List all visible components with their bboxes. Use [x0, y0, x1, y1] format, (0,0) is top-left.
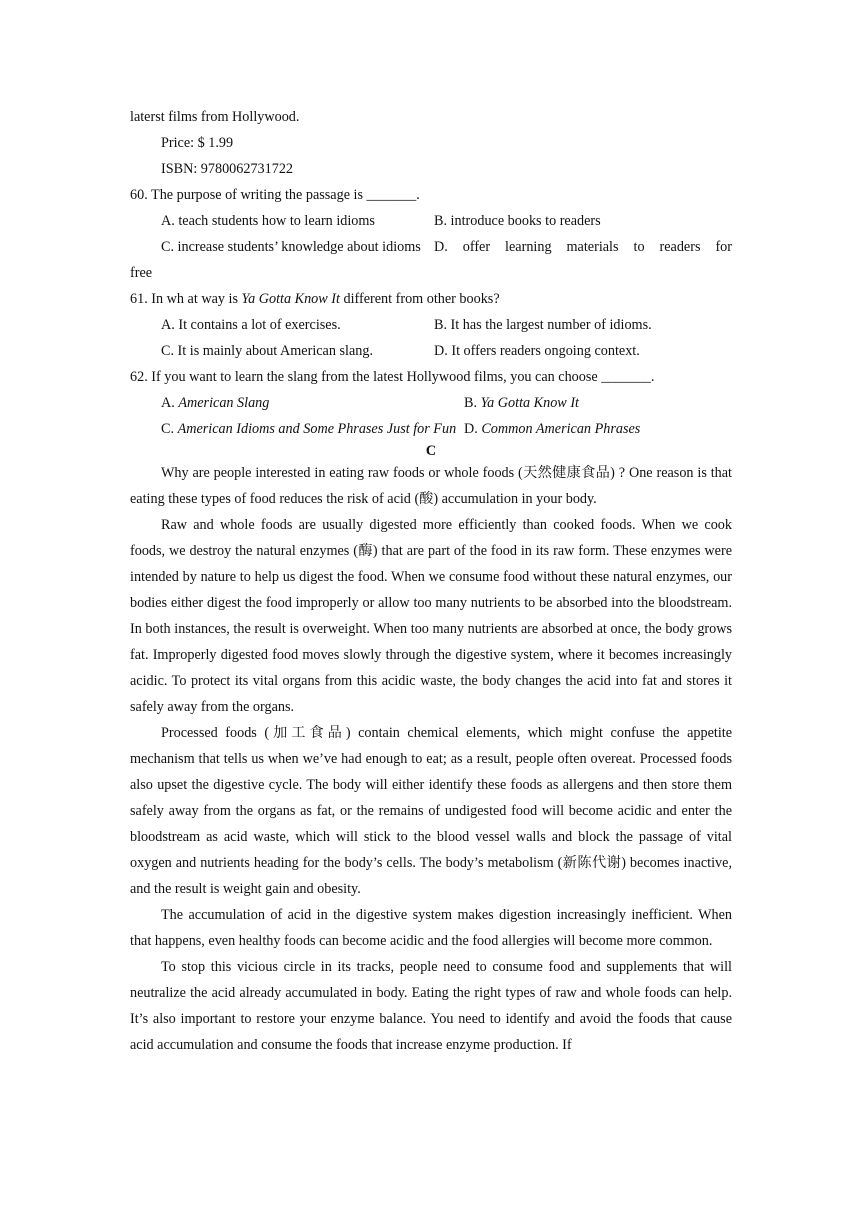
question-62-options-row-2 [130, 416, 732, 442]
question-62-option-b [464, 390, 579, 416]
question-61-stem-title: Ya Gotta Know It [241, 291, 340, 307]
exam-page [130, 104, 732, 1058]
question-60-option-a: A. teach students how to learn idioms [161, 213, 375, 229]
question-61-stem-post: different from other books? [339, 291, 500, 307]
question-61-options-row-1 [130, 312, 732, 338]
intro-tail: laterst films from Hollywood. [130, 109, 300, 125]
book-price: Price: $ 1.99 [161, 135, 234, 151]
question-61-stem [130, 286, 732, 312]
question-60-option-d-continuation: free [130, 265, 153, 281]
question-60-options-row-1 [130, 208, 732, 234]
question-60-option-b: B. introduce books to readers [434, 213, 601, 229]
section-label: C [425, 443, 437, 459]
question-62-option-c-title: American Idioms and Some Phrases Just for Fun [177, 421, 457, 437]
question-62-stem: 62. If you want to learn the slang from the latest Hollywood films, you can choose _______. [130, 369, 655, 385]
question-62-option-d [464, 416, 640, 442]
question-62-option-a-title: American Slang [178, 395, 270, 411]
question-60-option-d-wrap [434, 234, 732, 260]
question-61-options-row-2 [130, 338, 732, 364]
question-60-options-row-2 [130, 234, 732, 260]
question-60-option-c: C. increase students’ knowledge about idioms [161, 239, 421, 255]
book-isbn: ISBN: 9780062731722 [161, 161, 294, 177]
passage-paragraph-3: Processed foods (加工食品) contain chemical elements, which might confuse the appetite mechanism that tells us when we’ve had enough to eat; as a result, people often overeat. Processed foods also upset the digestive cycle. The body will either identify these foods as allergens and then store them safely away from the organs as fat, or the remains of undigested food will become acidic and enter the bloodstream as acid waste, which will stick to the blood vessel walls and block the passage of vital oxygen and nutrients heading for the body’s cells. The body’s metabolism (新陈代谢) becomes inactive, and the result is weight gain and obesity. [130, 725, 732, 897]
passage-paragraph-2: Raw and whole foods are usually digested more efficiently than cooked foods. When we cook foods, we destroy the natural enzymes (酶) that are part of the food in its raw form. These enzymes were intended by nature to help us digest the food. When we consume food without these natural enzymes, our bodies either digest the food improperly or allow too many nutrients to be absorbed into the bloodstream. In both instances, the result is overweight. When too many nutrients are absorbed at once, the body grows fat. Improperly digested food moves slowly through the digestive system, where it becomes increasingly acidic. To protect its vital organs from this acidic waste, the body changes the acid into fat and stores it safely away from the organs. [130, 517, 732, 715]
question-62-option-a [130, 390, 464, 416]
question-62-option-a-letter: A. [161, 395, 179, 411]
question-60-option-d: D. offer learning materials to readers for [434, 239, 732, 255]
passage-paragraph-4: The accumulation of acid in the digestive system makes digestion increasingly inefficient. When that happens, even healthy foods can become acidic and the food allergies will become more common. [130, 907, 732, 949]
passage-paragraph-1: Why are people interested in eating raw foods or whole foods (天然健康食品) ? One reason is that eating these types of food reduces the risk of acid (酸) accumulation in your body. [130, 465, 732, 507]
question-61-option-b: B. It has the largest number of idioms. [434, 317, 652, 333]
question-61-option-c: C. It is mainly about American slang. [161, 343, 373, 359]
question-62-option-b-title: Ya Gotta Know It [480, 395, 579, 411]
question-61-option-a: A. It contains a lot of exercises. [161, 317, 341, 333]
question-61-stem-pre: 61. In wh at way is [130, 291, 242, 307]
question-62-option-c [130, 416, 464, 442]
passage-paragraph-5: To stop this vicious circle in its tracks, people need to consume food and supplements that will neutralize the acid already accumulated in body. Eating the right types of raw and whole foods can help. It’s also important to restore your enzyme balance. You need to identify and avoid the foods that cause acid accumulation and consume the foods that increase enzyme production. If [130, 959, 732, 1053]
question-62-option-b-letter: B. [464, 395, 481, 411]
question-62-option-c-letter: C. [161, 421, 178, 437]
question-62-option-d-title: Common American Phrases [481, 421, 641, 437]
question-62-options-row-1 [130, 390, 732, 416]
question-61-option-d: D. It offers readers ongoing context. [434, 343, 640, 359]
question-62-option-d-letter: D. [464, 421, 482, 437]
question-60-stem: 60. The purpose of writing the passage is _______. [130, 187, 420, 203]
